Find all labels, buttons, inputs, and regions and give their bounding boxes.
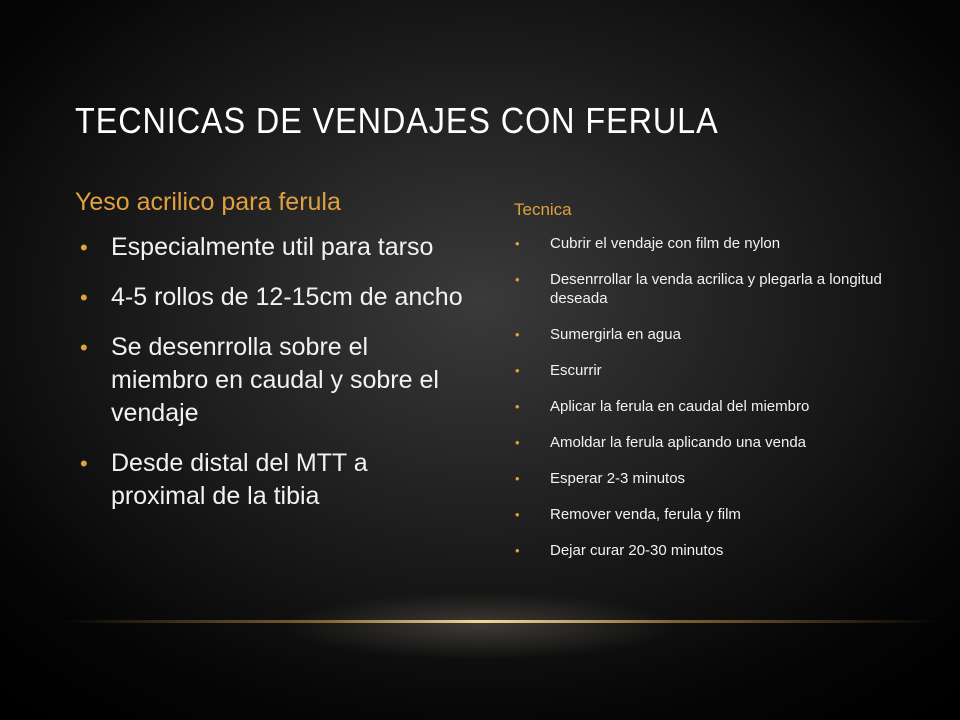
decorative-divider-line: [60, 620, 940, 623]
list-item: [514, 433, 894, 452]
bullet-text: Amoldar la ferula aplicando una venda: [550, 434, 807, 451]
bullet-icon: •: [515, 363, 520, 378]
bullet-text: Cubrir el vendaje con film de nylon: [550, 235, 781, 252]
list-item: [75, 281, 465, 314]
bullet-text: Aplicar la ferula en caudal del miembro: [550, 398, 810, 415]
left-column: [75, 188, 465, 530]
bullet-icon: •: [80, 235, 88, 260]
bullet-icon: •: [515, 327, 520, 342]
bullet-text: Desenrrollar la venda acrilica y plegarla a longitud deseada: [550, 271, 882, 307]
bullet-text: Remover venda, ferula y film: [550, 506, 741, 523]
bullet-text: Dejar curar 20-30 minutos: [550, 542, 724, 559]
left-bullet-list: [75, 231, 465, 513]
list-item: [514, 270, 894, 308]
list-item: [514, 541, 894, 560]
list-item: [514, 234, 894, 253]
list-item: [514, 361, 894, 380]
bullet-text: 4-5 rollos de 12-15cm de ancho: [111, 283, 463, 311]
bullet-icon: •: [515, 399, 520, 414]
list-item: [75, 447, 465, 513]
bullet-icon: •: [80, 335, 88, 360]
bullet-icon: •: [515, 236, 520, 251]
bullet-icon: •: [515, 507, 520, 522]
left-subheading: Yeso acrilico para ferula: [75, 188, 341, 216]
right-column: [514, 200, 894, 577]
right-bullet-list: [514, 234, 894, 560]
list-item: [514, 325, 894, 344]
bullet-text: Desde distal del MTT a proximal de la tibia: [111, 449, 368, 510]
bullet-text: Escurrir: [550, 362, 602, 379]
bullet-text: Sumergirla en agua: [550, 326, 681, 343]
bullet-text: Especialmente util para tarso: [111, 233, 434, 261]
bullet-text: Se desenrrolla sobre el miembro en caudal y sobre el vendaje: [111, 333, 439, 427]
bullet-icon: •: [515, 471, 520, 486]
bullet-icon: •: [515, 435, 520, 450]
bullet-text: Esperar 2-3 minutos: [550, 470, 686, 487]
list-item: [514, 505, 894, 524]
list-item: [514, 397, 894, 416]
list-item: [75, 231, 465, 264]
bullet-icon: •: [80, 285, 88, 310]
right-subheading: Tecnica: [514, 200, 572, 219]
bullet-icon: •: [80, 451, 88, 476]
slide-title: TECNICAS DE VENDAJES CON FERULA: [75, 100, 719, 141]
bullet-icon: •: [515, 543, 520, 558]
bullet-icon: •: [515, 272, 520, 287]
list-item: [514, 469, 894, 488]
list-item: [75, 331, 465, 430]
